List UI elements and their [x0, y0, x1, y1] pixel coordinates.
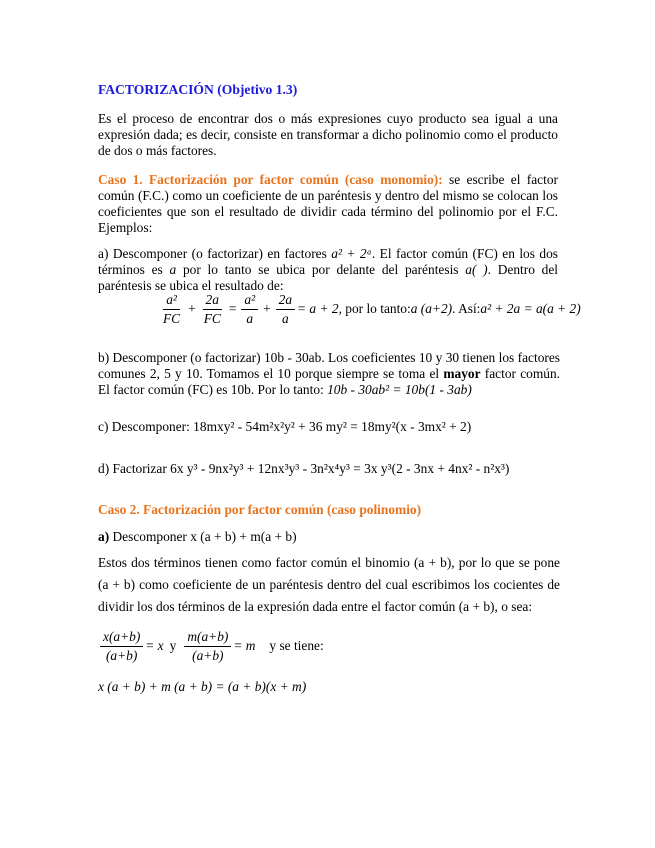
formula-tail2: . Así:	[452, 301, 481, 316]
formula-tail1: , por lo tanto:	[338, 301, 411, 316]
fraction-numerator: m(a+b)	[184, 630, 231, 647]
formula-tail-result: a (a+2)	[410, 301, 453, 316]
caso2-body: Estos dos términos tienen como factor común el binomio (a + b), por lo que se pone (a + b) como coeficiente de un paréntesis dentro del cual escribimos los cocientes de dividir los dos términos de la expresión dada entre el factor común (a + b), o sea:	[98, 555, 560, 614]
formula-result: = a + 2	[297, 301, 339, 316]
caso1-b-text: b) Descomponer (o factorizar) 10b - 30ab. Los coeficientes 10 y 30 tienen los factores comunes 2, 5 y 10. Tomamos el 10 porque siempre se toma el	[98, 350, 560, 381]
title-objective: (Objetivo 1.3)	[217, 82, 298, 97]
fraction	[201, 293, 224, 326]
plus-sign: +	[188, 301, 196, 316]
fraction-denominator: a	[246, 310, 254, 326]
fraction-numerator: 2a	[203, 293, 222, 310]
fraction	[100, 630, 143, 663]
caso2-and: y	[169, 638, 177, 653]
fraction-denominator: FC	[163, 310, 181, 326]
caso1-a-paragraph	[98, 246, 558, 294]
caso1-b-paragraph	[98, 350, 560, 398]
intro-paragraph: Es el proceso de encontrar dos o más expresiones cuyo producto sea igual a una expresión dada; es decir, consiste en transformar a dicho polinomio como el producto de dos o más factores.	[98, 111, 558, 158]
fraction-denominator: a	[282, 310, 289, 326]
fraction	[184, 630, 231, 663]
caso1-a-paren: a( )	[465, 262, 488, 277]
fraction-denominator: (a+b)	[105, 647, 138, 663]
fraction-denominator: FC	[203, 310, 221, 326]
caso1-a-text1: a) Descomponer (o factorizar) en factores	[98, 246, 332, 261]
caso2-f1-result: = x	[145, 638, 164, 653]
caso2-formula	[98, 626, 560, 666]
caso1-formula	[158, 290, 581, 328]
caso1-a-expr: a² + 2ᵃ	[331, 246, 372, 261]
caso1-a-text2: . El factor común (FC) en los dos términos es	[98, 246, 558, 277]
formula-tail-equation: a² + 2a = a(a + 2)	[480, 301, 581, 316]
fraction	[276, 293, 295, 326]
fraction-numerator: x(a+b)	[100, 630, 143, 647]
fraction	[160, 293, 183, 326]
equals-sign: =	[228, 301, 237, 316]
caso1-c-paragraph: c) Descomponer: 18mxy² - 54m²x²y² + 36 my² = 18my²(x - 3mx² + 2)	[98, 419, 472, 434]
page-content	[98, 82, 558, 294]
caso2-heading: Caso 2. Factorización por factor común (caso polinomio)	[98, 502, 422, 517]
caso2-a-label: a)	[98, 529, 110, 544]
fraction-denominator: (a+b)	[192, 647, 224, 663]
fraction-numerator: a²	[241, 293, 258, 310]
caso2-a-text: Descomponer x (a + b) + m(a + b)	[109, 529, 297, 544]
fraction	[241, 293, 258, 326]
caso1-paragraph	[98, 172, 558, 236]
fraction-numerator: a²	[163, 293, 180, 310]
caso2-se-tiene: y se tiene:	[269, 638, 324, 653]
caso2-final-equation: x (a + b) + m (a + b) = (a + b)(x + m)	[98, 679, 307, 694]
caso1-b-mayor: mayor	[443, 366, 481, 381]
caso1-a-text4: . Dentro del paréntesis se ubica el resultado de:	[98, 262, 558, 293]
caso1-d-paragraph: d) Factorizar 6x y³ - 9nx²y³ + 12nx³y³ - 3n²x⁴y³ = 3x y³(2 - 3nx + 4nx² - n²x³)	[98, 461, 510, 476]
title-main: FACTORIZACIÓN	[98, 82, 214, 97]
caso1-heading: Caso 1. Factorización por factor común (caso monomio):	[98, 172, 443, 187]
caso1-b-result: 10b - 30ab² = 10b(1 - 3ab)	[327, 382, 472, 397]
caso1-b-text2: factor común. El factor común (FC) es 10b. Por lo tanto:	[98, 366, 561, 397]
caso1-text: se escribe el factor común (F.C.) como un coeficiente de un paréntesis y dentro del mismo se colocan los coeficientes que son el resultado de dividir cada término del polinomio por el F.C. Ejemplos:	[98, 172, 558, 235]
caso2-final	[98, 679, 560, 695]
fraction-numerator: 2a	[276, 293, 295, 310]
caso1-a-var: a	[169, 262, 177, 277]
caso2-f2-result: = m	[233, 638, 256, 653]
plus-sign: +	[263, 301, 271, 316]
caso1-a-text3: por lo tanto se ubica por delante del paréntesis	[176, 262, 466, 277]
page-title	[98, 82, 558, 98]
caso2-a-paragraph	[98, 529, 560, 545]
